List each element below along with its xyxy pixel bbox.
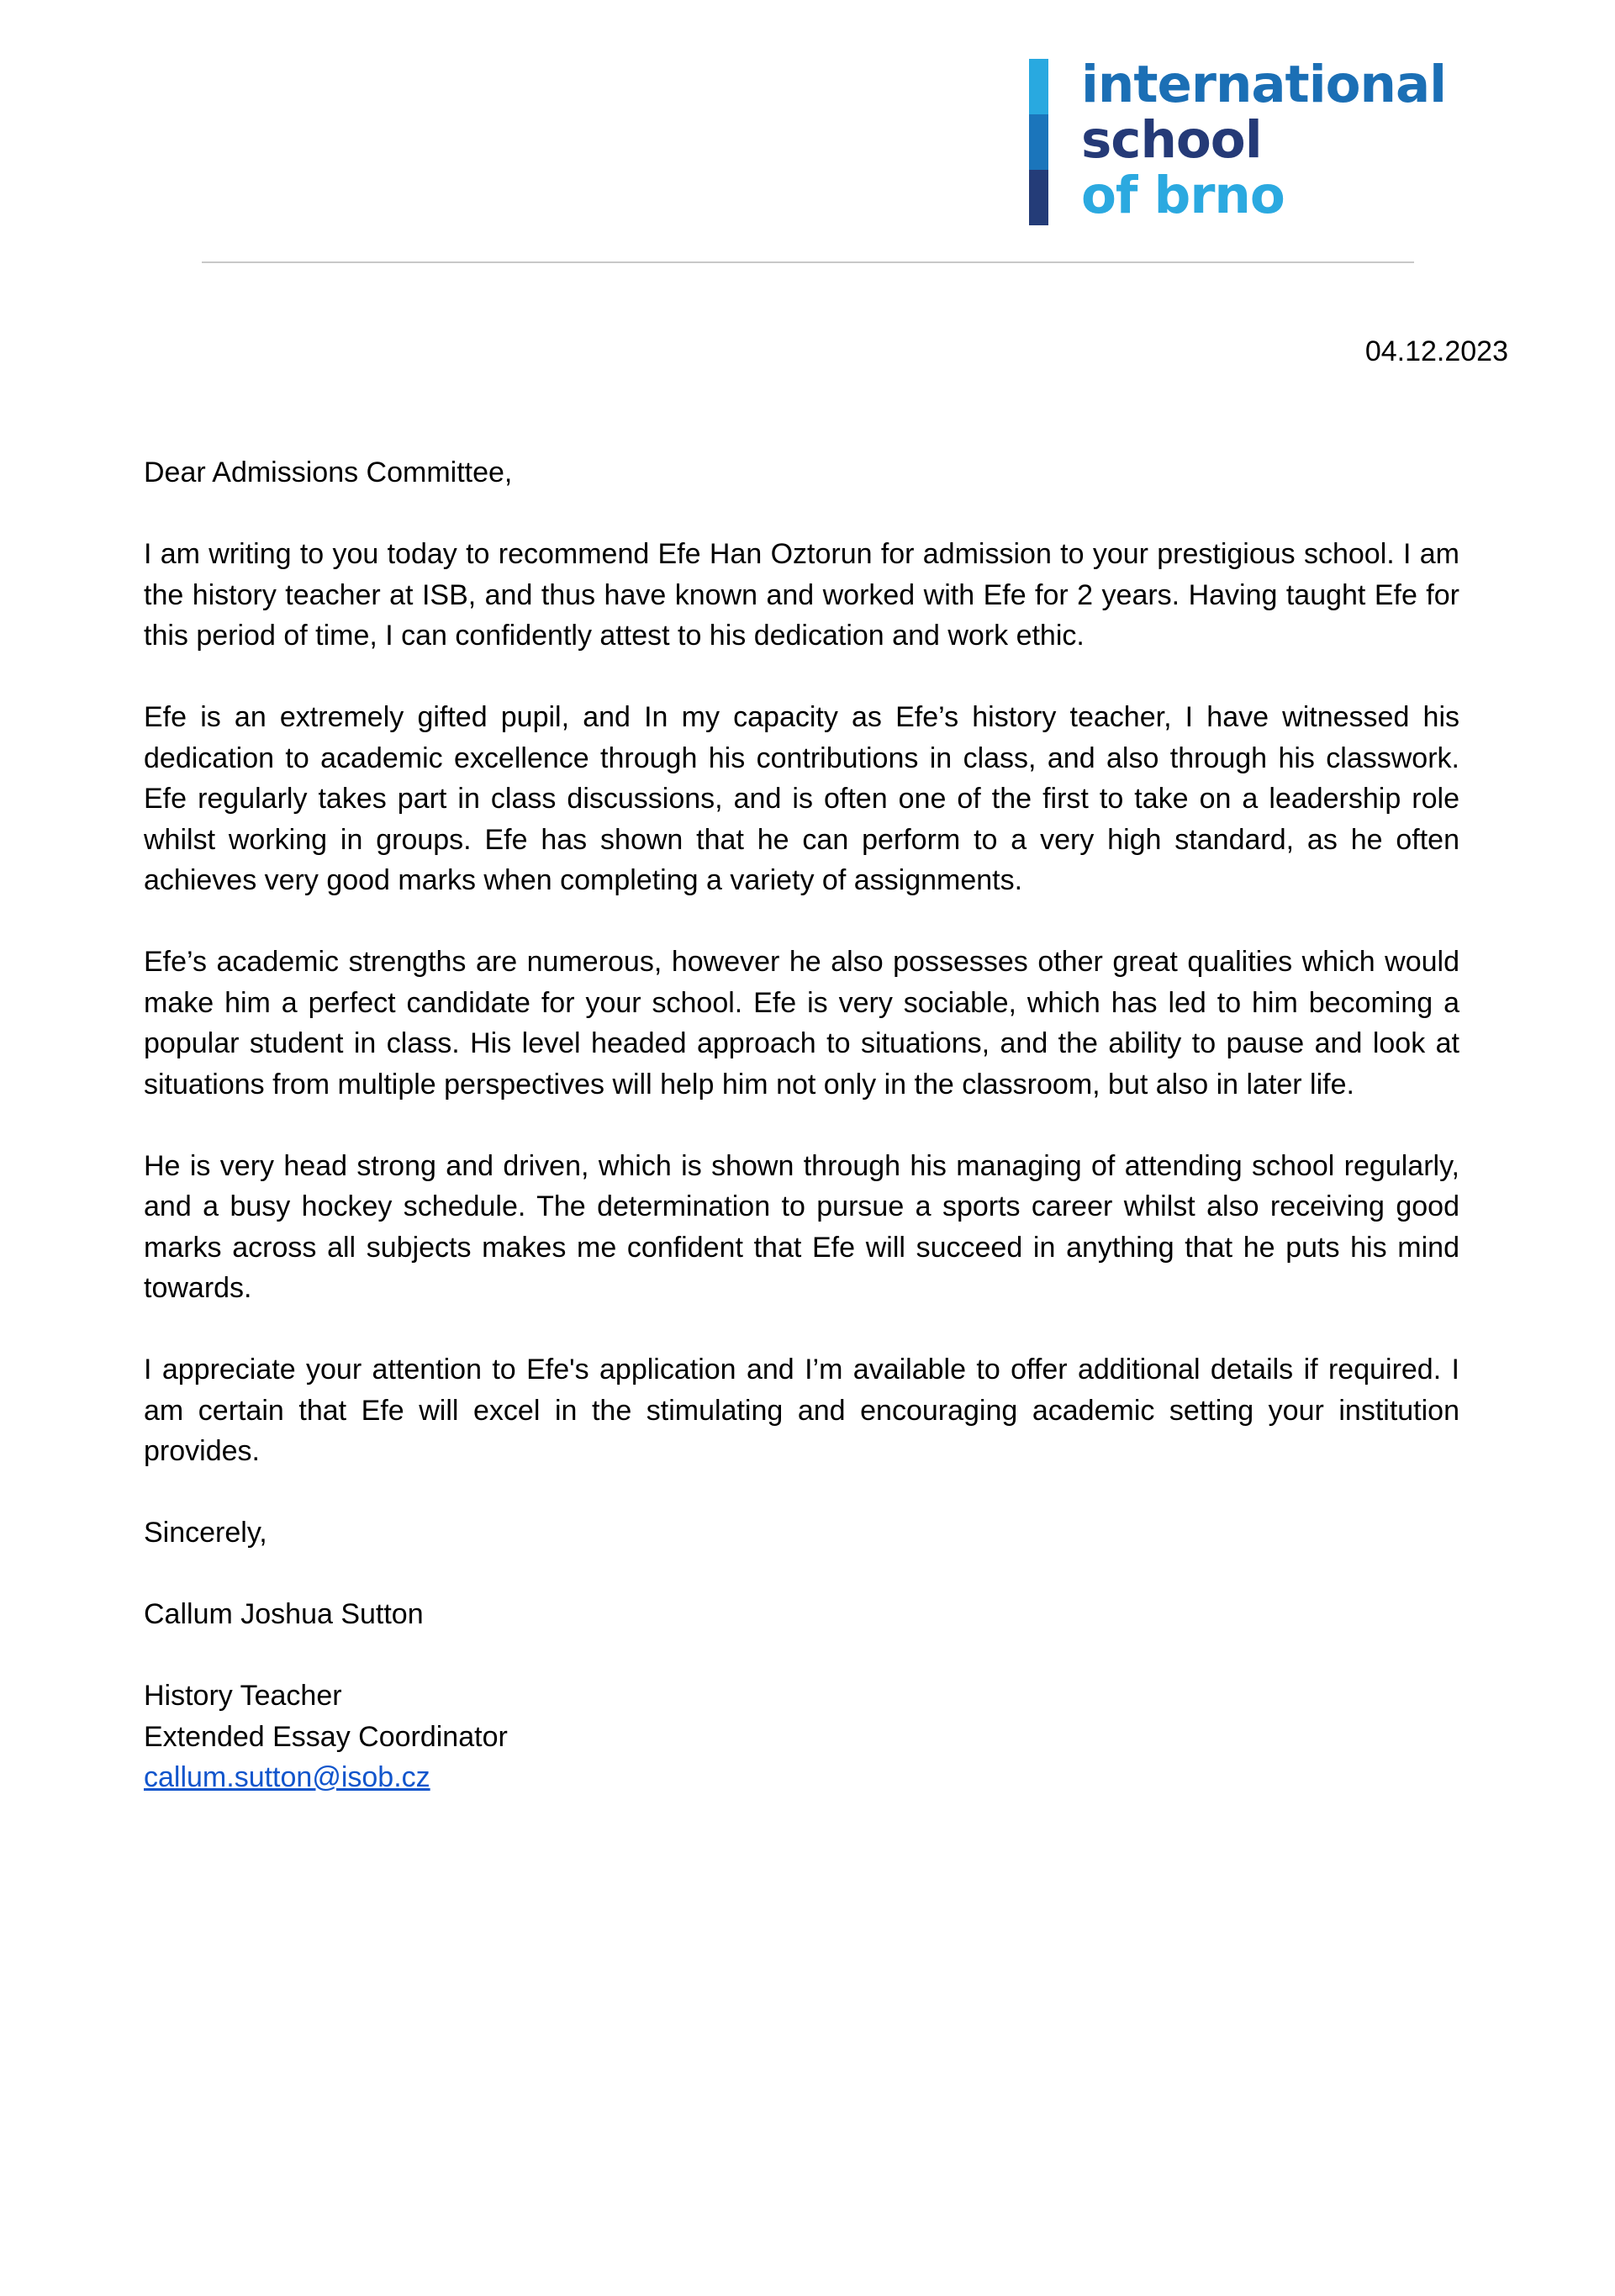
logo-bar-middle <box>1029 114 1048 170</box>
letter-body <box>144 452 1459 1798</box>
signer-email-link[interactable]: callum.sutton@isob.cz <box>144 1761 430 1793</box>
signer-name: Callum Joshua Sutton <box>144 1598 424 1630</box>
letter-date: 04.12.2023 <box>1364 335 1508 367</box>
signer-details <box>144 1676 1459 1798</box>
logo-line-international: international <box>1081 55 1447 114</box>
signer-title-history: History Teacher <box>144 1680 342 1712</box>
body-paragraph-5: I appreciate your attention to Efe's application and I’m available to offer additional details if required. I am certain that Efe will excel in the stimulating and encouraging academic setting your institution provides. <box>144 1354 1459 1467</box>
body-paragraph-1: I am writing to you today to recommend Efe Han Oztorun for admission to your prestigious school. I am the history teacher at ISB, and thus have known and worked with Efe for 2 years. Having taught Efe for this period of time, I can confidently attest to his dedication and work ethic. <box>144 538 1459 652</box>
logo-line-school: school <box>1081 110 1262 170</box>
school-logo <box>1029 55 1447 227</box>
body-paragraph-4: He is very head strong and driven, which is shown through his managing of attending school regularly, and a busy hockey schedule. The determination to pursue a sports career whilst also receiving good marks across all subjects makes me confident that Efe will succeed in anything that he puts his mind towards. <box>144 1149 1459 1304</box>
signer-title-ee: Extended Essay Coordinator <box>144 1720 508 1753</box>
body-paragraph-2: Efe is an extremely gifted pupil, and In my capacity as Efe’s history teacher, I have witnessed his dedication to academic excellence through his contributions in class, and also through his classwork. Efe regularly takes part in class discussions, and is often one of the first to take on a leadership role whilst working in groups. Efe has shown that he can perform to a very high standard, as he often achieves very good marks when completing a variety of assignments. <box>144 701 1459 896</box>
closing: Sincerely, <box>144 1517 267 1549</box>
body-paragraph-3: Efe’s academic strengths are numerous, however he also possesses other great qualities which would make him a perfect candidate for your school. Efe is very sociable, which has led to him becoming a popular student in class. His level headed approach to situations, and the ability to pause and look at situations from multiple perspectives will help him not only in the classroom, but also in later life. <box>144 946 1459 1100</box>
logo-bar-top <box>1029 59 1048 114</box>
header-divider <box>202 261 1414 263</box>
salutation: Dear Admissions Committee, <box>144 457 513 488</box>
logo-line-of-brno: of brno <box>1081 166 1285 225</box>
logo-bar-bottom <box>1029 170 1048 225</box>
